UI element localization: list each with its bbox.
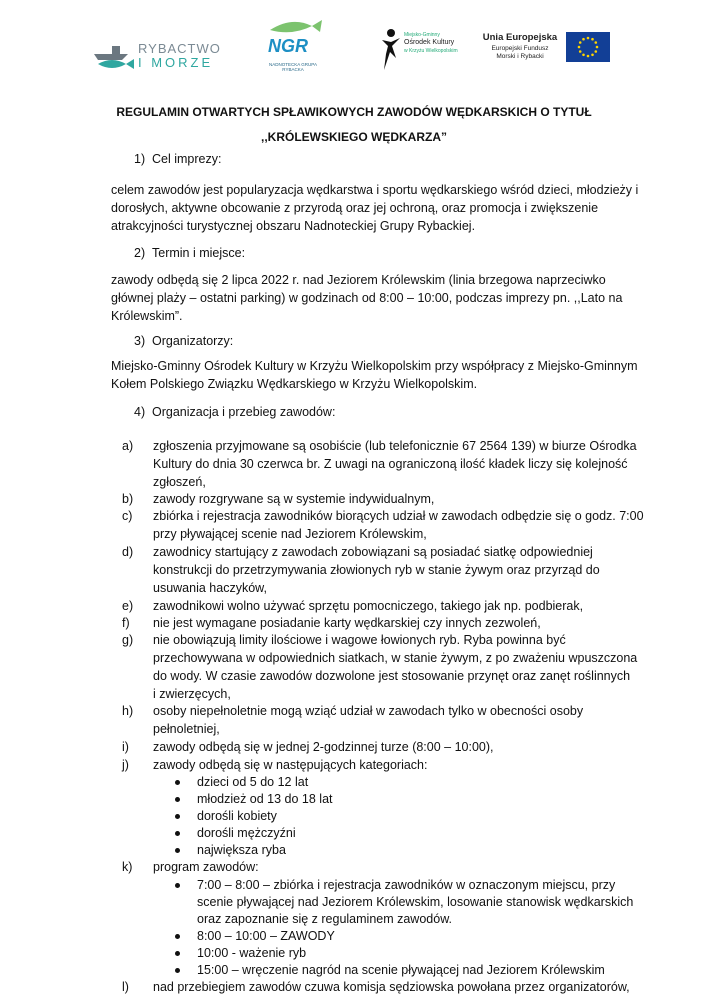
list-item-line: zawody rozgrywane są w systemie indywidualnym, [153, 492, 435, 506]
section-4-number: 4) [134, 405, 146, 419]
eu-flag-icon [566, 32, 610, 62]
category-item: dzieci od 5 do 12 lat [197, 775, 309, 789]
list-letter: k) [122, 860, 133, 874]
list-item-line: pełnoletniej, [153, 722, 220, 736]
program-line: 15:00 – wręczenie nagród na scenie pływającej nad Jeziorem Królewskim [197, 963, 605, 977]
bullet-dot [175, 968, 180, 973]
mgok-line1: Miejsko-Gminny [404, 32, 440, 38]
program-line: 8:00 – 10:00 – ZAWODY [197, 929, 335, 943]
list-item-line: konstrukcji do przetrzymywania złowionych ryb w stanie żywym oraz przyrząd do [153, 563, 600, 577]
bullet-dot [175, 951, 180, 956]
list-item-line: zawody odbędą się w jednej 2-godzinnej turze (8:00 – 10:00), [153, 740, 494, 754]
program-line: 7:00 – 8:00 – zbiórka i rejestracja zawodników w oznaczonym miejscu, przy [197, 878, 616, 892]
list-letter: b) [122, 492, 134, 506]
mgok-logo [378, 28, 468, 74]
list-item-line: zgłoszenia przyjmowane są osobiście (lub telefonicznie 67 2564 139) w biurze Ośrodka [153, 439, 637, 453]
list-letter: f) [122, 616, 130, 630]
eu-logo [480, 32, 620, 72]
section-1-text-line: atrakcyjności turystycznej obszaru Nadnoteckiej Grupy Rybackiej. [111, 219, 476, 233]
mgok-line2: Ośrodek Kultury [404, 39, 455, 46]
list-letter: j) [122, 758, 129, 772]
eu-line3: Morski i Rybacki [496, 53, 544, 60]
list-letter: i) [122, 740, 129, 754]
dancer-icon [378, 28, 402, 72]
section-2-text-line: głównej plaży – ostatni parking) w godzinach od 8:00 – 10:00, podczas imprezy pn. ,,Lato na [111, 291, 623, 305]
category-item: dorośli mężczyźni [197, 826, 296, 840]
rybactwo-line1: RYBACTWO [138, 41, 221, 56]
list-item-line: nad przebiegiem zawodów czuwa komisja sędziowska powołana przez organizatorów, [153, 980, 630, 994]
ngr-subtitle: NADNOTECKA GRUPA RYBACKA [269, 62, 317, 72]
section-2-heading: Termin i miejsce: [152, 246, 246, 260]
mgok-line3: w Krzyżu Wielkopolskim [404, 48, 458, 54]
section-2-number: 2) [134, 246, 146, 260]
bullet-dot [175, 814, 180, 819]
list-item-line: osoby niepełnoletnie mogą wziąć udział w zawodach tylko w obecności osoby [153, 704, 584, 718]
section-1-number: 1) [134, 152, 146, 166]
program-line: 10:00 - ważenie ryb [197, 946, 307, 960]
eu-line2-3 [480, 45, 560, 61]
list-item-line: nie jest wymagane posiadanie karty wędkarskiej czy innych zezwoleń, [153, 616, 541, 630]
section-4-heading: Organizacja i przebieg zawodów: [152, 405, 336, 419]
list-item-line: zawodnikowi wolno używać sprzętu pomocniczego, takiego jak np. podbierak, [153, 599, 584, 613]
title-line1: REGULAMIN OTWARTYCH SPŁAWIKOWYCH ZAWODÓW WĘDKARSKICH O TYTUŁ [116, 105, 592, 119]
list-item-line: przy pływającej scenie nad Jeziorem Królewskim, [153, 527, 427, 541]
section-3-text-line: Miejsko-Gminny Ośrodek Kultury w Krzyżu Wielkopolskim przy współpracy z Miejsko-Gminnym [111, 359, 638, 373]
bullet-dot [175, 934, 180, 939]
list-item-line: Kultury do dnia 30 czerwca br. Z uwagi na ograniczoną ilość kładek liczy się kolejność [153, 457, 628, 471]
section-1-text-line: dorosłych, aktywne obcowanie z przyrodą oraz jej ochroną, oraz promocja i zwiększenie [111, 201, 599, 215]
category-item: największa ryba [197, 843, 286, 857]
list-letter: l) [122, 980, 129, 994]
list-item-line: zbiórka i rejestracja zawodników biorących udział w zawodach odbędzie się o godz. 7:00 [153, 509, 644, 523]
section-3-heading: Organizatorzy: [152, 334, 234, 348]
eu-line1: Unia Europejska [482, 32, 558, 43]
list-item-line: przechowywana w odpowiednich siatkach, w stanie żywym, z po zważeniu wpuszczona [153, 651, 638, 665]
category-item: dorośli kobiety [197, 809, 277, 823]
list-letter: d) [122, 545, 134, 559]
list-letter: e) [122, 599, 134, 613]
ngr-mark: NGR [268, 36, 308, 56]
program-line: oraz zapoznanie się z regulaminem zawodów. [197, 912, 452, 926]
ngr-logo [262, 16, 324, 74]
category-item: młodzież od 13 do 18 lat [197, 792, 333, 806]
list-item-line: do wody. W czasie zawodów dozwolone jest stosowanie przynęt oraz zanęt roślinnych [153, 669, 631, 683]
section-1-heading: Cel imprezy: [152, 152, 222, 166]
list-item-line: program zawodów: [153, 860, 259, 874]
rybactwo-logo [92, 40, 221, 72]
bullet-dot [175, 831, 180, 836]
list-item-line: i zwierzęcych, [153, 687, 231, 701]
bullet-dot [175, 797, 180, 802]
program-line: scenie pływającej nad Jeziorem Królewskim, losowanie stanowisk wędkarskich [197, 895, 634, 909]
list-item-line: zgłoszeń, [153, 475, 206, 489]
list-item-line: nie obowiązują limity ilościowe i wagowe łowionych ryb. Ryba powinna być [153, 633, 566, 647]
list-letter: c) [122, 509, 133, 523]
list-letter: h) [122, 704, 134, 718]
section-2-text-line: zawody odbędą się 2 lipca 2022 r. nad Jeziorem Królewskim (linia brzegowa naprzeciwko [111, 273, 606, 287]
list-item-line: zawody odbędą się w następujących kategoriach: [153, 758, 428, 772]
rybactwo-line2: I MORZE [138, 55, 214, 70]
list-item-line: zawodnicy startujący z zawodach zobowiązani są posiadać siatkę odpowiedniej [153, 545, 593, 559]
section-3-text-line: Kołem Polskiego Związku Wędkarskiego w Krzyżu Wielkopolskim. [111, 377, 478, 391]
logo-bar [0, 0, 708, 90]
section-3-number: 3) [134, 334, 146, 348]
list-item-line: usuwania haczyków, [153, 581, 267, 595]
fish-boat-icon [92, 40, 136, 72]
section-2-text-line: Królewskim”. [111, 309, 183, 323]
bullet-dot [175, 780, 180, 785]
eu-line2: Europejski Fundusz [491, 45, 549, 52]
bullet-dot [175, 848, 180, 853]
section-1-text-line: celem zawodów jest popularyzacja wędkarstwa i sportu wędkarskiego wśród dzieci, młodzieży i [111, 183, 639, 197]
bullet-dot [175, 883, 180, 888]
list-letter: g) [122, 633, 134, 647]
list-letter: a) [122, 439, 134, 453]
title-line2: ,,KRÓLEWSKIEGO WĘDKARZA” [261, 130, 447, 144]
